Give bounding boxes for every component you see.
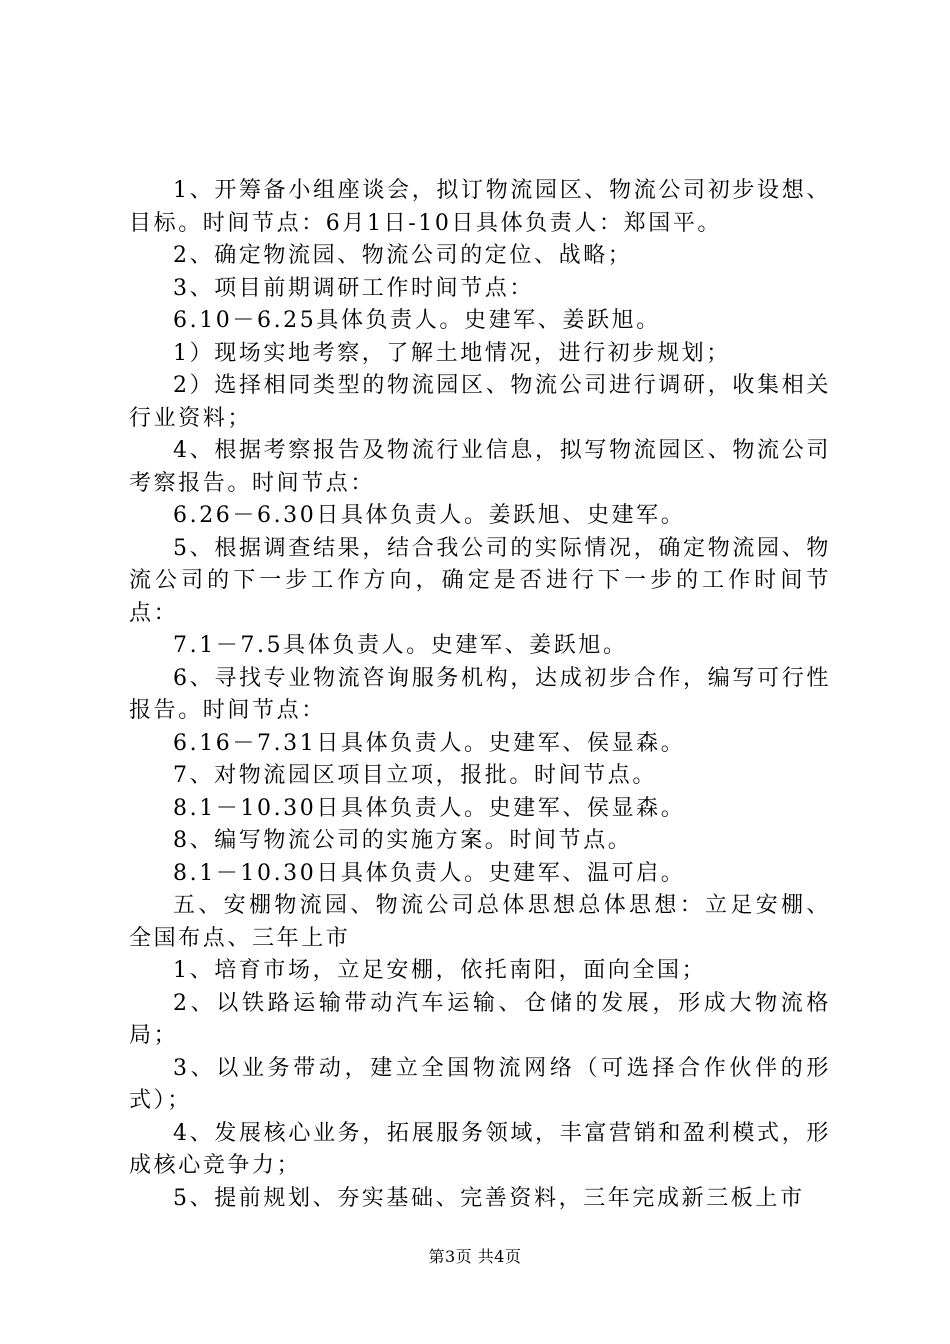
document-body xyxy=(129,175,831,1215)
paragraph-15: 8、编写物流公司的实施方案。时间节点。 xyxy=(173,828,633,853)
paragraph-20: 3、以业务带动，建立全国物流网络（可选择合作伙伴的形式）； xyxy=(129,1055,831,1113)
paragraph-19: 2、以铁路运输带动汽车运输、仓储的发展，形成大物流格局； xyxy=(129,990,831,1048)
paragraph-18: 1、培育市场，立足安棚，依托南阳，面向全国； xyxy=(173,958,707,983)
paragraph-22: 5、提前规划、夯实基础、完善资料，三年完成新三板上市 xyxy=(173,1185,805,1211)
paragraph-17: 五、安棚物流园、物流公司总体思想总体思想：立足安棚、全国布点、三年上市 xyxy=(129,893,831,951)
paragraph-5: 1）现场实地考察，了解土地情况，进行初步规划； xyxy=(173,340,731,366)
paragraph-3: 3、项目前期调研工作时间节点： xyxy=(173,275,534,301)
paragraph-2: 2、确定物流园、物流公司的定位、战略； xyxy=(173,243,633,268)
paragraph-7: 4、根据考察报告及物流行业信息，拟写物流园区、物流公司考察报告。时间节点： xyxy=(129,438,831,496)
paragraph-13: 7、对物流园区项目立项，报批。时间节点。 xyxy=(173,763,657,788)
paragraph-1: 1、开筹备小组座谈会，拟订物流园区、物流公司初步设想、目标。时间节点：6月1日-10日具体负责人：郑国平。 xyxy=(129,178,831,236)
paragraph-16: 8.1－10.30日具体负责人。史建军、温可启。 xyxy=(173,860,686,886)
paragraph-21: 4、发展核心业务，拓展服务领域，丰富营销和盈利模式，形成核心竞争力； xyxy=(129,1120,831,1178)
paragraph-8: 6.26－6.30日具体负责人。姜跃旭、史建军。 xyxy=(173,503,686,528)
paragraph-4: 6.10－6.25具体负责人。史建军、姜跃旭。 xyxy=(173,308,661,333)
paragraph-9: 5、根据调查结果，结合我公司的实际情况，确定物流园、物流公司的下一步工作方向，确定是否进行下一步的工作时间节点： xyxy=(129,535,831,626)
paragraph-6: 2）选择相同类型的物流园区、物流公司进行调研，收集相关行业资料； xyxy=(129,373,831,431)
paragraph-11: 6、寻找专业物流咨询服务机构，达成初步合作，编写可行性报告。时间节点： xyxy=(129,665,831,723)
paragraph-10: 7.1－7.5具体负责人。史建军、姜跃旭。 xyxy=(173,633,628,658)
paragraph-14: 8.1－10.30日具体负责人。史建军、侯显森。 xyxy=(173,795,686,821)
page-footer: 第3页 共4页 xyxy=(428,1247,522,1266)
paragraph-12: 6.16－7.31日具体负责人。史建军、侯显森。 xyxy=(173,730,686,756)
